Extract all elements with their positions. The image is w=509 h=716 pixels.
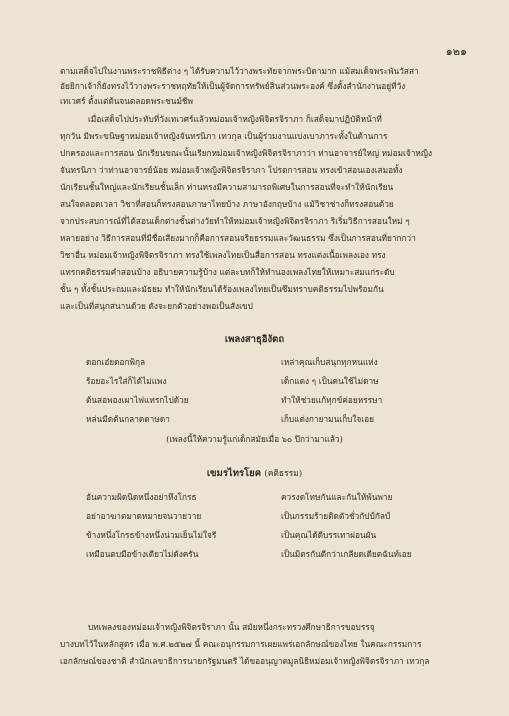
verse-right: เก็บแต่งกายามนเก็บใจเอย (281, 414, 374, 424)
para1-line: ตามเสด็จไปในงานพระราชพิธีต่าง ๆ ได้รับความไว้วางพระทัยจากพระบิดามาก แม้สมเด็จพระพันวัสสา (60, 66, 419, 76)
verse-left: อันความผิดนิดหนึ่งอย่าหึงโกรธ (86, 492, 197, 502)
verse-left: ร้อยอะไรใส่ก็ได้ไม่แพง (86, 376, 167, 386)
song1-note: (เพลงนี้ให้ความรู้แก่เด็กสมัยเมื่อ ๖๐ ปีกว่ามาแล้ว) (166, 434, 343, 444)
verse-left: ต้นสอพองเผาไฟแทรกไปด้วย (86, 395, 189, 405)
song1-title: เพลงสาธุอิงัตถ (224, 334, 285, 345)
para2-line: จันทรนิภา ว่าท่านอาจารย์น้อย หม่อมเจ้าหญิงพิจิตรจิราภา โปรดการสอน ทรงเข้าสอนเองเสมอทั้ง (60, 165, 403, 175)
verse-right: เหล่าคุณเก็บสนุกทุกหนแห่ง (281, 357, 378, 367)
para1-line: อัยยิกาเจ้าก็ยังทรงไว้วางพระราชหฤทัยให้เป็นผู้จัดการทรัพย์สินส่วนพระองค์ ซึ่งตั้งสำนักงานอยู่ที่วัง (60, 81, 406, 91)
verse-left: ข้างหนึ่งโกรธข้างหนึ่งน่วมเย็นไม่ใจรี (86, 530, 217, 540)
para2-line: นักเรียนชั้นใหญ่และนักเรียนชั้นเล็ก ท่านทรงมีความสามารถพิเศษในการสอนที่จะทำให้นักเรียน (60, 182, 394, 192)
para2-line: จากประสบการณ์ที่ได้สอนเด็กต่างชั้นต่างวัยทำให้หม่อมเจ้าหญิงพิจิตรจิราภา ริเริ่มวิธีการสอนใหม่ ๆ (60, 216, 410, 226)
verse-left: ดอกเอ๋ยดอกพิกุล (86, 357, 146, 367)
para2-line: ชั้น ๆ ทั้งชั้นประถมและมัธยม ทำให้นักเรียนได้ร้องเพลงไทยเป็นซึมทราบคติธรรมไปพร้อมกัน (60, 284, 384, 294)
song1-verse-row (86, 412, 466, 426)
page-number: ๑๒๑ (445, 45, 467, 58)
verse-right: เป็นคุณได้ดีบรรเทาผ่อนผัน (281, 530, 377, 540)
para1-line: เทเวศร์ ตั้งแต่ต้นจนตลอดพระชนม์ชีพ (60, 96, 194, 106)
song1-verse-row (86, 374, 466, 388)
para2-line: วิชาอื่น หม่อมเจ้าหญิงพิจิตรจิราภา ทรงใช้เพลงไทยเป็นสื่อการสอน ทรงแต่งเนื้อเพลงเอง ทรง (60, 250, 386, 260)
song2-heading (0, 466, 509, 481)
song2-subtitle: (คติธรรม) (264, 469, 303, 479)
para2-line: สนใจตลอดเวลา วิชาที่สอนก็ทรงสอนภาษาไทยบ้าง ภาษาอังกฤษบ้าง แม้วิชาช่างก็ทรงสอนด้วย (60, 199, 394, 209)
para3-line: บทเพลงของหม่อมเจ้าหญิงพิจิตรจิราภา นั้น สมัยหนึ่งกระทรวงศึกษาธิการขอบรรจุ (88, 622, 375, 632)
para3-line: บางบทไว้ในหลักสูตร เมื่อ พ.ศ.๒๕๒๗ นี้ คณะอนุกรรมการเผยแพร่เอกลักษณ์ของไทย ในคณะกรรมการ (60, 639, 422, 649)
song1-verse-row (86, 393, 466, 407)
para2-line: ปกครองและการสอน นักเรียนขณะนั้นเรียกหม่อมเจ้าหญิงพิจิตรจิราภาว่า ท่านอาจารย์ใหญ่ หม่อมเจ้าหญิง (60, 148, 432, 158)
song2-title: เขมรไทรโยค (206, 468, 262, 479)
song2-verse-row (86, 547, 466, 561)
song1-verse-row (86, 355, 466, 369)
verse-left: หล่นมีดต้นกลาดดาษดา (86, 414, 170, 424)
para2-line: ทุกวัน มีพระขนิษฐาหม่อมเจ้าหญิงจันทรนิภา เทวกุล เป็นผู้ร่วมงานแบ่งเบาภาระทั้งในด้านการ (60, 131, 388, 141)
verse-right: เป็นมิตรกันดีกว่าเกลียดเดียดฉันท์เอย (281, 549, 412, 559)
verse-right: เป็นกรรมร้ายติดตัวชั่วกัปป์กัลป์ (281, 511, 391, 521)
verse-right: ควรงดโทษกันและกันให้พ้นพาย (281, 492, 393, 502)
para2-line: และเป็นที่สนุกสนานด้วย ดังจะยกตัวอย่างพอเป็นสังเขป (60, 301, 253, 311)
para2-line: แทรกคติธรรมคำสอนบ้าง อธิบายความรู้บ้าง แต่ละบทก็ให้ทำนองเพลงไทยให้เหมาะสมแก่ระดับ (60, 267, 395, 277)
para2-line: เมื่อเสด็จไปประทับที่วังเทเวศร์แล้วหม่อมเจ้าหญิงพิจิตรจิราภา ก็เสด็จมาปฏิบัติหน้าที่ (88, 114, 382, 124)
song2-verse-row (86, 490, 466, 504)
song2-verse-row (86, 509, 466, 523)
verse-left: เหมือนตบมือข้างเดียวไม่ดังครัน (86, 549, 199, 559)
song2-verse-row (86, 528, 466, 542)
para3-line: เอกลักษณ์ของชาติ สำนักเลขาธิการนายกรัฐมนตรี ได้ขออนุญาตมูลนิธิหม่อมเจ้าหญิงพิจิตรจิราภา เทวกุล (60, 656, 430, 666)
verse-left: อย่าอาฆาตมาดหมายจนวายวาย (86, 511, 202, 521)
verse-right: เด็กแดง ๆ เป็นคนใช้ไม่ดาษ (281, 376, 379, 386)
verse-right: ทำให้ช่วยแก้ทุกข์ค่อยหรรษา (281, 395, 383, 405)
para2-line: หลายอย่าง วิธีการสอนที่มีชื่อเสียงมากก็คือการสอนจริยธรรมและวัฒนธรรม ซึ่งเป็นการสอนที่ยากกว่า (60, 233, 416, 243)
